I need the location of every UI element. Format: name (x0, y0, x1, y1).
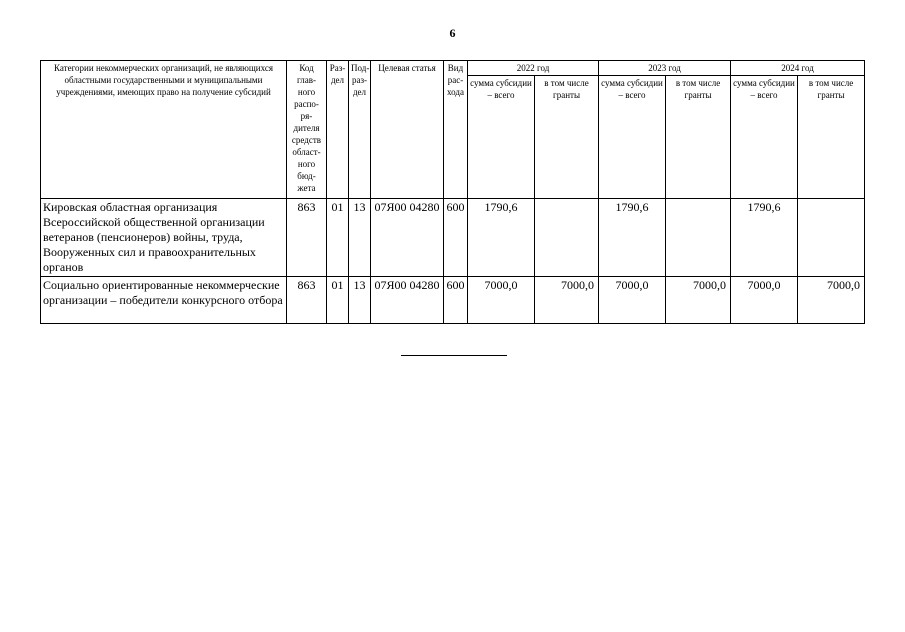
header-category: Категории некоммерческих организаций, не являющихся областными государственными и муниципальными учреждениями, имеющих право на получение субсидий (41, 61, 287, 199)
header-year-2023: 2023 год (599, 61, 731, 76)
header-target-article: Целевая статья (371, 61, 444, 199)
table-row (41, 199, 865, 277)
header-expense-type: Вид рас-хода (444, 61, 468, 199)
row-section: 01 (327, 277, 349, 324)
header-section: Раз-дел (327, 61, 349, 199)
row-expense-type: 600 (444, 277, 468, 324)
subsidy-table (40, 60, 865, 324)
header-sum-total: сумма субсидии – всего (599, 76, 666, 199)
row-2024-grants: 7000,0 (798, 277, 865, 324)
row-name: Социально ориентированные некоммерческие организации – победители конкурсного отбора (41, 277, 287, 324)
row-code: 863 (287, 199, 327, 277)
row-2022-grants (535, 199, 599, 277)
row-2022-total: 1790,6 (468, 199, 535, 277)
row-2022-grants: 7000,0 (535, 277, 599, 324)
header-sum-total: сумма субсидии – всего (731, 76, 798, 199)
row-2023-grants (666, 199, 731, 277)
row-subsection: 13 (349, 199, 371, 277)
row-subsection: 13 (349, 277, 371, 324)
row-2023-total: 7000,0 (599, 277, 666, 324)
row-expense-type: 600 (444, 199, 468, 277)
row-2022-total: 7000,0 (468, 277, 535, 324)
header-grants: в том числе гранты (666, 76, 731, 199)
row-target-article: 07Я00 04280 (371, 199, 444, 277)
row-code: 863 (287, 277, 327, 324)
header-subsection: Под-раз-дел (349, 61, 371, 199)
table-row (41, 277, 865, 324)
header-year-2024: 2024 год (731, 61, 865, 76)
page-number: 6 (449, 26, 456, 40)
header-row (41, 61, 865, 76)
row-2023-total: 1790,6 (599, 199, 666, 277)
row-target-article: 07Я00 04280 (371, 277, 444, 324)
row-2024-total: 7000,0 (731, 277, 798, 324)
row-section: 01 (327, 199, 349, 277)
row-2023-grants: 7000,0 (666, 277, 731, 324)
header-grants: в том числе гранты (535, 76, 599, 199)
header-sum-total: сумма субсидии – всего (468, 76, 535, 199)
header-year-2022: 2022 год (468, 61, 599, 76)
row-2024-grants (798, 199, 865, 277)
row-2024-total: 1790,6 (731, 199, 798, 277)
end-rule (401, 355, 507, 356)
header-code: Код глав-ного распо-ря-дителя средств област-ного бюд-жета (287, 61, 327, 199)
header-grants: в том числе гранты (798, 76, 865, 199)
row-name: Кировская областная организация Всероссийской общественной организации ветеранов (пенсионеров) войны, труда, Вооруженных сил и правоохранительных органов (41, 199, 287, 277)
